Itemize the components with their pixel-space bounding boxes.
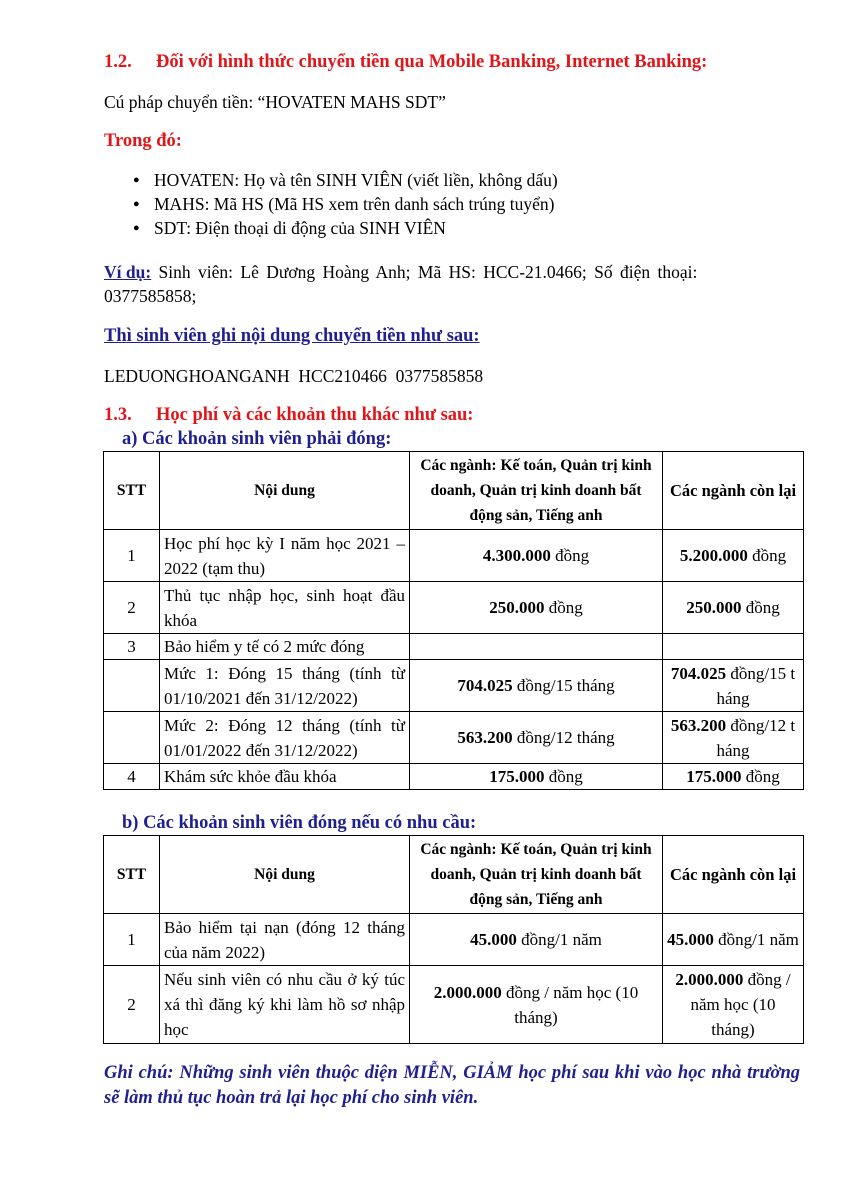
cell-content: Mức 1: Đóng 15 tháng (tính từ 01/10/2021 đến 31/12/2022) xyxy=(160,660,410,712)
amount: 250.000 xyxy=(489,598,545,617)
list-item: ● HOVATEN: Họ và tên SINH VIÊN (viết liền, không dấu) xyxy=(104,168,558,192)
example-text: Sinh viên: Lê Dương Hoàng Anh; Mã HS: HCC-21.0466; Số điện thoại: xyxy=(151,262,698,282)
cell-group1 xyxy=(410,914,663,966)
unit: đồng/15 tháng xyxy=(716,663,796,708)
amount: 2.000.000 xyxy=(433,982,502,1002)
cell-group1 xyxy=(410,660,663,712)
amount: 563.200 xyxy=(670,715,727,735)
table-row xyxy=(104,660,804,712)
cell-content: Bảo hiểm tại nạn (đóng 12 tháng của năm 2022) xyxy=(160,914,410,966)
cell-group1 xyxy=(410,764,663,790)
list-item: ● SDT: Điện thoại di động của SINH VIÊN xyxy=(104,216,558,240)
header-group1: Các ngành: Kế toán, Quản trị kinh doanh, Quản trị kinh doanh bất động sản, Tiếng anh xyxy=(410,836,663,914)
unit: đồng/1 năm xyxy=(516,930,602,949)
unit: đồng/12 tháng xyxy=(512,728,615,747)
example-line xyxy=(104,262,800,283)
unit: đồng/1 năm xyxy=(713,930,799,949)
section-1-3-heading xyxy=(104,405,473,426)
cell-group2 xyxy=(663,582,804,634)
cell-content: Nếu sinh viên có nhu cầu ở ký túc xá thì đăng ký khi làm hồ sơ nhập học xyxy=(160,966,410,1044)
header-group1: Các ngành: Kế toán, Quản trị kinh doanh, Quản trị kinh doanh bất động sản, Tiếng anh xyxy=(410,452,663,530)
cell-group2 xyxy=(663,914,804,966)
table-row xyxy=(104,582,804,634)
unit: đồng xyxy=(741,598,780,617)
where-heading: Trong đó: xyxy=(104,131,182,151)
amount: 2.000.000 xyxy=(675,970,744,989)
amount: 5.200.000 xyxy=(679,546,748,565)
section-title: Học phí và các khoản thu khác như sau: xyxy=(156,405,474,425)
amount: 175.000 xyxy=(489,767,545,786)
table-a-heading: a) Các khoản sinh viên phải đóng: xyxy=(122,429,392,449)
amount: 175.000 xyxy=(686,767,742,786)
cell-content: Thủ tục nhập học, sinh hoạt đầu khóa xyxy=(160,582,410,634)
amount: 250.000 xyxy=(686,598,742,617)
cell-group1 xyxy=(410,712,663,764)
cell-group1 xyxy=(410,530,663,582)
example-label: Ví dụ: xyxy=(104,262,152,282)
cell-content: Học phí học kỳ I năm học 2021 – 2022 (tạm thu) xyxy=(160,530,410,582)
table-row xyxy=(104,764,804,790)
header-content: Nội dung xyxy=(160,452,410,530)
list-item: ● MAHS: Mã HS (Mã HS xem trên danh sách trúng tuyển) xyxy=(104,192,558,216)
table-optional-fees xyxy=(103,835,804,1044)
cell-group2 xyxy=(663,634,804,660)
unit: đồng / năm học (10 tháng) xyxy=(501,982,639,1027)
cell-content: Bảo hiểm y tế có 2 mức đóng xyxy=(160,634,410,660)
unit: đồng xyxy=(741,767,780,786)
transfer-content: LEDUONGHOANGANH HCC210466 0377585858 xyxy=(104,366,484,386)
section-number: 1.3. xyxy=(104,405,132,425)
unit: đồng/12 tháng xyxy=(716,715,796,760)
unit: đồng xyxy=(550,546,590,565)
cell-stt xyxy=(104,712,160,764)
transfer-heading: Thì sinh viên ghi nội dung chuyển tiền như sau: xyxy=(104,326,480,346)
cell-group1 xyxy=(410,582,663,634)
section-number: 1.2. xyxy=(104,52,132,72)
cell-stt: 2 xyxy=(104,966,160,1044)
table-required-fees xyxy=(103,451,804,790)
cell-stt: 2 xyxy=(104,582,160,634)
example-phone: 0377585858; xyxy=(104,286,197,306)
cell-group2 xyxy=(663,530,804,582)
cell-stt: 1 xyxy=(104,530,160,582)
cell-content: Mức 2: Đóng 12 tháng (tính từ 01/01/2022 đến 31/12/2022) xyxy=(160,712,410,764)
amount: 45.000 xyxy=(667,930,714,949)
syntax-line: Cú pháp chuyển tiền: “HOVATEN MAHS SDT” xyxy=(104,92,446,112)
cell-group2 xyxy=(663,764,804,790)
amount: 704.025 xyxy=(670,663,727,683)
unit: đồng / năm học (10 tháng) xyxy=(690,970,791,1039)
cell-group2 xyxy=(663,660,804,712)
unit: đồng/15 tháng xyxy=(512,676,615,695)
section-title: Đối với hình thức chuyển tiền qua Mobile Banking, Internet Banking: xyxy=(156,52,708,72)
footnote: Ghi chú: Những sinh viên thuộc diện MIỄN, GIẢM học phí sau khi vào học nhà trường sẽ làm thủ tục hoàn trả lại học phí cho sinh viên. xyxy=(104,1063,800,1108)
cell-group2 xyxy=(663,966,804,1044)
table-header-row xyxy=(104,452,804,530)
amount: 4.300.000 xyxy=(482,546,551,565)
table-row xyxy=(104,712,804,764)
cell-group1 xyxy=(410,966,663,1044)
header-stt: STT xyxy=(104,836,160,914)
unit: đồng xyxy=(544,767,583,786)
cell-stt xyxy=(104,660,160,712)
cell-stt: 1 xyxy=(104,914,160,966)
table-row xyxy=(104,634,804,660)
header-stt: STT xyxy=(104,452,160,530)
table-b-heading: b) Các khoản sinh viên đóng nếu có nhu cầu: xyxy=(122,813,477,833)
amount: 704.025 xyxy=(457,676,513,695)
table-header-row xyxy=(104,836,804,914)
amount: 45.000 xyxy=(470,930,517,949)
header-group2: Các ngành còn lại xyxy=(663,452,804,530)
table-row xyxy=(104,530,804,582)
cell-content: Khám sức khỏe đầu khóa xyxy=(160,764,410,790)
definition-list xyxy=(104,168,558,240)
unit: đồng xyxy=(544,598,583,617)
cell-group2 xyxy=(663,712,804,764)
section-1-2-heading xyxy=(104,52,707,73)
cell-stt: 4 xyxy=(104,764,160,790)
unit: đồng xyxy=(747,546,787,565)
cell-stt: 3 xyxy=(104,634,160,660)
header-content: Nội dung xyxy=(160,836,410,914)
table-row xyxy=(104,914,804,966)
cell-group1 xyxy=(410,634,663,660)
table-row xyxy=(104,966,804,1044)
amount: 563.200 xyxy=(457,728,513,747)
header-group2: Các ngành còn lại xyxy=(663,836,804,914)
